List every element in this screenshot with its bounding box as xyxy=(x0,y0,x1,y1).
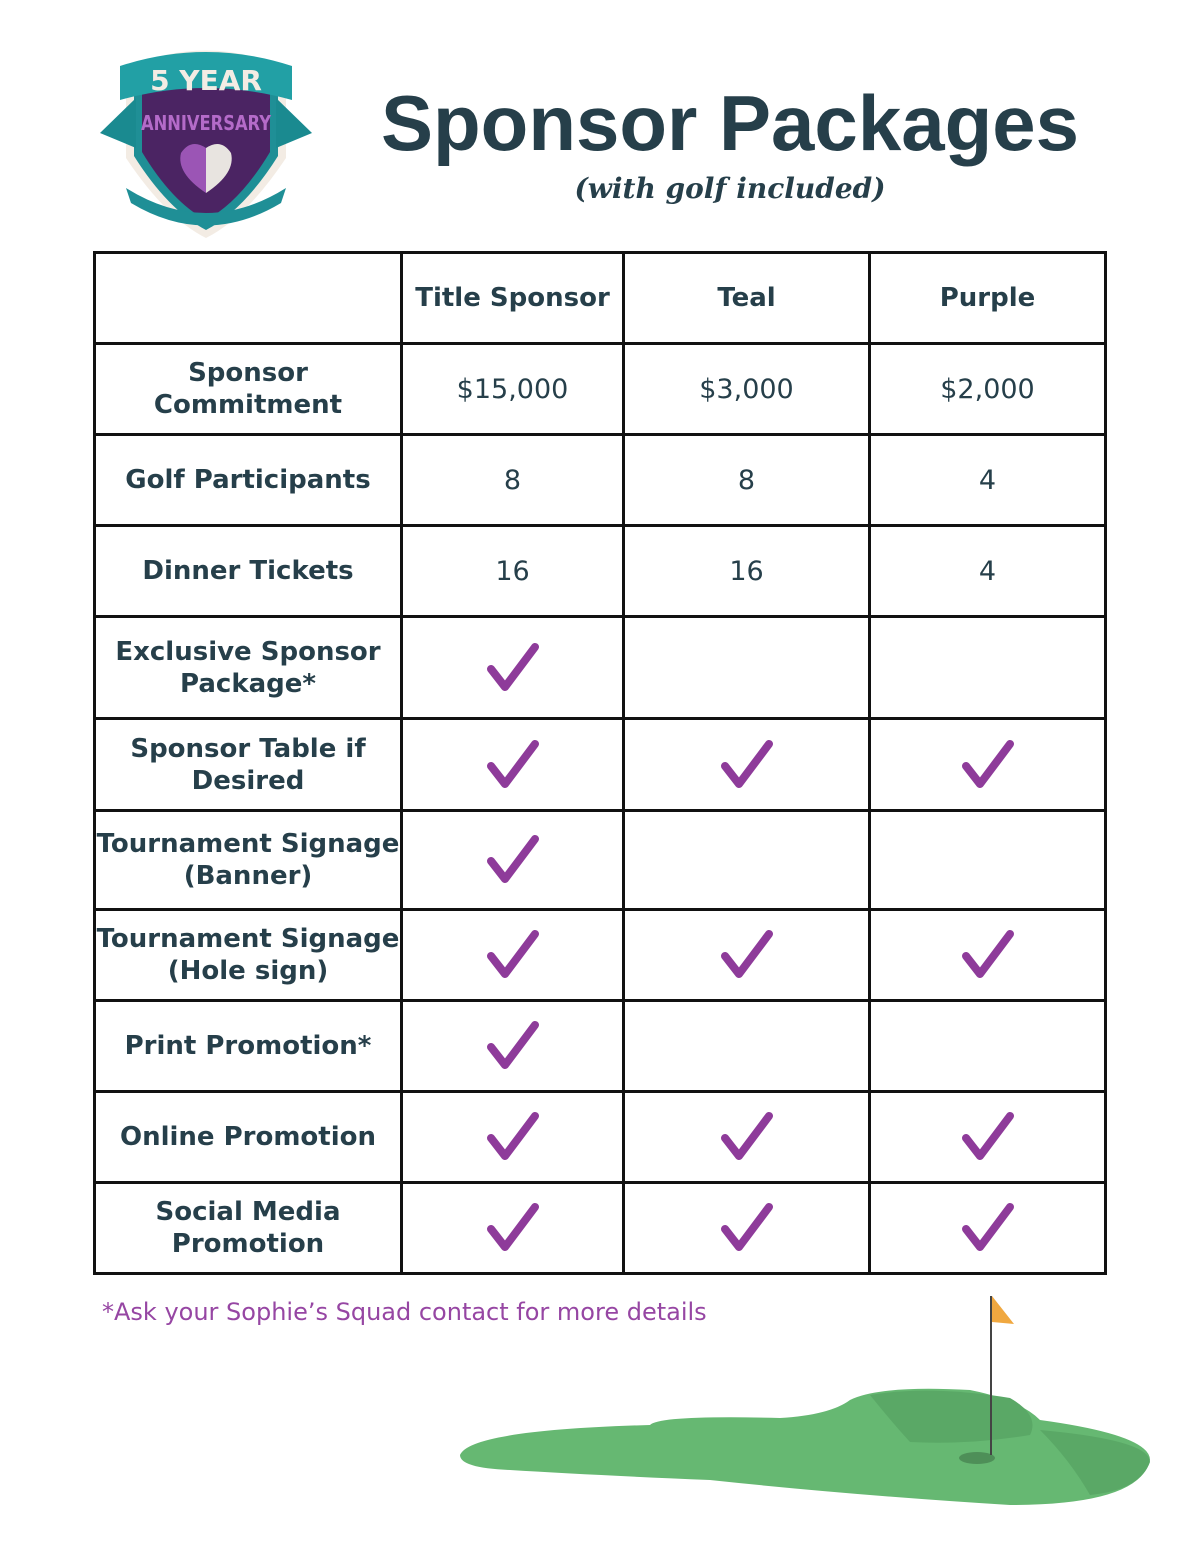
row-label: Exclusive Sponsor Package* xyxy=(95,617,402,719)
table-row xyxy=(95,1001,1106,1092)
checkmark-icon xyxy=(719,928,775,982)
checkmark-icon xyxy=(485,833,541,887)
check-cell xyxy=(870,1183,1106,1274)
page-subtitle: (with golf included) xyxy=(574,172,886,205)
row-label: Golf Participants xyxy=(95,435,402,526)
value-cell: 8 xyxy=(402,435,624,526)
table-row xyxy=(95,1183,1106,1274)
logo-line2: ANNIVERSARY xyxy=(141,111,272,135)
row-label: Tournament Signage (Hole sign) xyxy=(95,910,402,1001)
checkmark-icon xyxy=(960,928,1016,982)
check-cell xyxy=(624,811,870,910)
row-label: Sponsor Table if Desired xyxy=(95,719,402,811)
check-cell xyxy=(870,1092,1106,1183)
check-cell xyxy=(402,1092,624,1183)
checkmark-icon xyxy=(719,1201,775,1255)
check-cell xyxy=(870,1001,1106,1092)
check-cell xyxy=(870,617,1106,719)
check-cell xyxy=(624,1001,870,1092)
footnote: *Ask your Sophie’s Squad contact for more details xyxy=(102,1298,707,1326)
value-cell: $2,000 xyxy=(870,344,1106,435)
table-row xyxy=(95,435,1106,526)
row-label: Print Promotion* xyxy=(95,1001,402,1092)
check-cell xyxy=(402,811,624,910)
checkmark-icon xyxy=(485,738,541,792)
table-row xyxy=(95,910,1106,1001)
checkmark-icon xyxy=(485,928,541,982)
anniversary-logo xyxy=(96,38,316,248)
check-cell xyxy=(624,910,870,1001)
table-row xyxy=(95,1092,1106,1183)
column-header: Title Sponsor xyxy=(402,253,624,344)
table-row xyxy=(95,344,1106,435)
checkmark-icon xyxy=(485,641,541,695)
checkmark-icon xyxy=(485,1019,541,1073)
check-cell xyxy=(402,1183,624,1274)
column-header: Purple xyxy=(870,253,1106,344)
check-cell xyxy=(402,1001,624,1092)
table-row xyxy=(95,526,1106,617)
table-header-row xyxy=(95,253,1106,344)
value-cell: 4 xyxy=(870,435,1106,526)
checkmark-icon xyxy=(485,1110,541,1164)
row-label: Sponsor Commitment xyxy=(95,344,402,435)
table-row xyxy=(95,811,1106,910)
value-cell: 8 xyxy=(624,435,870,526)
checkmark-icon xyxy=(960,738,1016,792)
check-cell xyxy=(624,1092,870,1183)
value-cell: 16 xyxy=(402,526,624,617)
check-cell xyxy=(624,1183,870,1274)
check-cell xyxy=(870,910,1106,1001)
checkmark-icon xyxy=(960,1110,1016,1164)
check-cell xyxy=(402,719,624,811)
checkmark-icon xyxy=(719,738,775,792)
table-row xyxy=(95,617,1106,719)
logo-line1: 5 YEAR xyxy=(150,64,262,97)
check-cell xyxy=(870,811,1106,910)
value-cell: 16 xyxy=(624,526,870,617)
check-cell xyxy=(624,719,870,811)
row-label: Social Media Promotion xyxy=(95,1183,402,1274)
value-cell: $3,000 xyxy=(624,344,870,435)
page-title: Sponsor Packages xyxy=(381,79,1079,167)
row-label: Dinner Tickets xyxy=(95,526,402,617)
row-label: Online Promotion xyxy=(95,1092,402,1183)
checkmark-icon xyxy=(960,1201,1016,1255)
golf-green-illustration xyxy=(450,1290,1160,1520)
sponsor-packages-table xyxy=(93,251,1107,1275)
check-cell xyxy=(402,910,624,1001)
check-cell xyxy=(870,719,1106,811)
column-header: Teal xyxy=(624,253,870,344)
corner-cell xyxy=(95,253,402,344)
check-cell xyxy=(624,617,870,719)
row-label: Tournament Signage (Banner) xyxy=(95,811,402,910)
table-row xyxy=(95,719,1106,811)
value-cell: $15,000 xyxy=(402,344,624,435)
checkmark-icon xyxy=(485,1201,541,1255)
value-cell: 4 xyxy=(870,526,1106,617)
check-cell xyxy=(402,617,624,719)
checkmark-icon xyxy=(719,1110,775,1164)
